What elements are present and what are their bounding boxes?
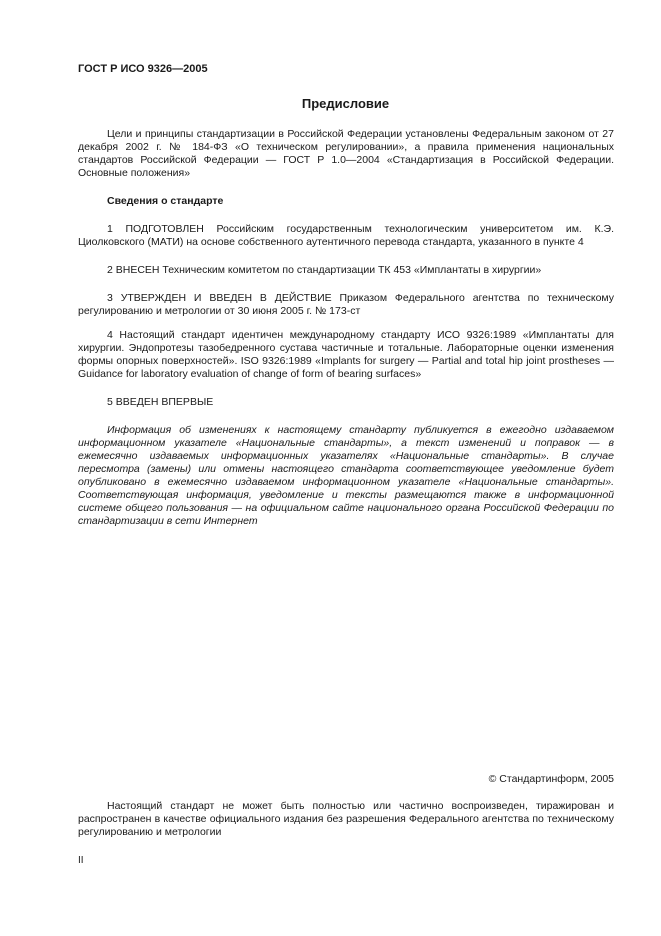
reproduction-notice: Настоящий стандарт не может быть полностью или частично воспроизведен, тиражирован и распространен в качестве официального издания без разрешения Федерального агентства по техническому регулированию и метрологии bbox=[78, 800, 614, 838]
info-heading: Сведения о стандарте bbox=[107, 195, 224, 207]
info-item-1: 1 ПОДГОТОВЛЕН Российским государственным технологическим университетом им. К.Э. Циолковского (МАТИ) на основе собственного аутентичного перевода стандарта, указанного в пункте 4 bbox=[78, 223, 614, 248]
copyright-notice: © Стандартинформ, 2005 bbox=[488, 773, 614, 785]
info-item-3: 3 УТВЕРЖДЕН И ВВЕДЕН В ДЕЙСТВИЕ Приказом Федерального агентства по техническому регулированию и метрологии от 30 июня 2005 г. № 173-ст bbox=[78, 292, 614, 317]
document-code-header: ГОСТ Р ИСО 9326—2005 bbox=[78, 63, 208, 75]
page-number: II bbox=[78, 855, 84, 866]
page-title: Предисловие bbox=[301, 96, 390, 111]
info-item-5: 5 ВВЕДЕН ВПЕРВЫЕ bbox=[107, 396, 214, 408]
notice-paragraph: Информация об изменениях к настоящему стандарту публикуется в ежегодно издаваемом информационном указателе «Национальные стандарты», а текст изменений и поправок — в ежемесячно издаваемых информационных указателях «Национальные стандарты». В случае пересмотра (замены) или отмены настоящего стандарта соответствующее уведомление будет опубликовано в ежемесячно издаваемом информационном указателе «Национальные стандарты». Соответствующая информация, уведомление и тексты размещаются также в информационной системе общего пользования — на официальном сайте национального органа Российской Федерации по стандартизации в сети Интернет bbox=[78, 424, 614, 527]
info-item-4: 4 Настоящий стандарт идентичен международному стандарту ИСО 9326:1989 «Имплантаты для хирургии. Эндопротезы тазобедренного сустава частичные и тотальные. Лабораторные оценки изменения формы опорных поверхностей». ISO 9326:1989 «Implants for surgery — Partial and total hip joint prostheses — Guidance for laboratory evaluation of change of form of bearing surfaces» bbox=[78, 329, 614, 380]
intro-paragraph: Цели и принципы стандартизации в Российской Федерации установлены Федеральным законом от 27 декабря 2002 г. № 184-ФЗ «О техническом регулировании», а правила применения национальных стандартов Российской Федерации — ГОСТ Р 1.0—2004 «Стандартизация в Российской Федерации. Основные положения» bbox=[78, 128, 614, 179]
info-item-2: 2 ВНЕСЕН Техническим комитетом по стандартизации ТК 453 «Имплантаты в хирургии» bbox=[107, 264, 542, 276]
